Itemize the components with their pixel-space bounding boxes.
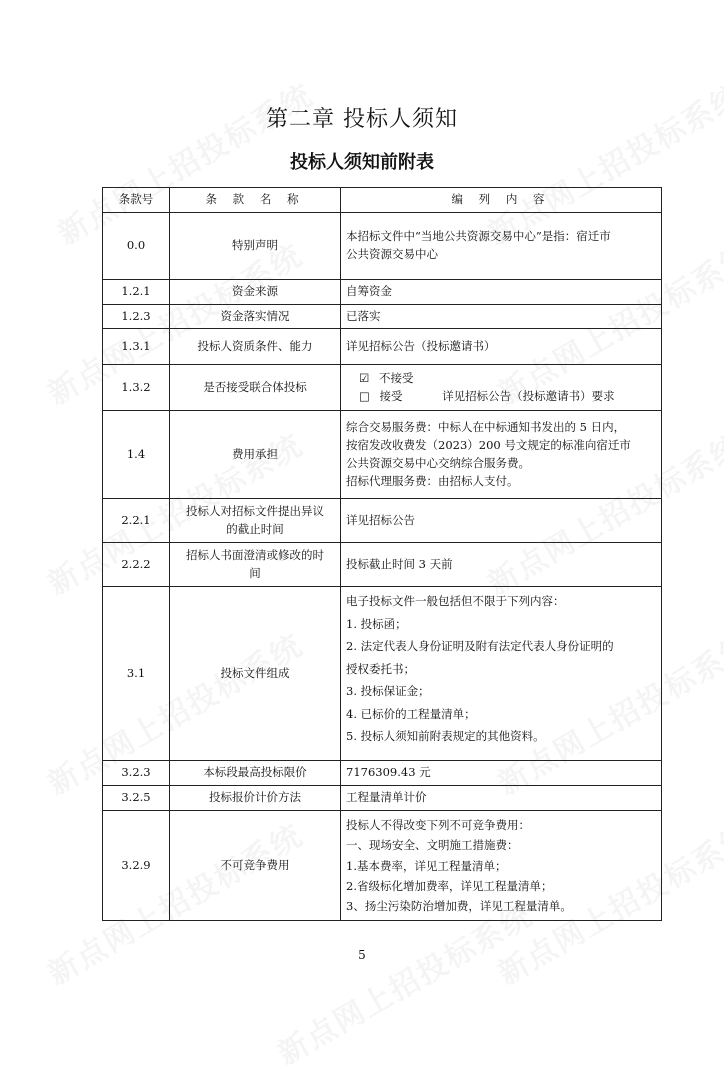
clause-no: 2.2.2	[103, 543, 170, 587]
option-label: 接受	[379, 388, 403, 403]
option-label: 不接受	[378, 371, 414, 386]
clause-name: 费用承担	[170, 411, 341, 499]
clause-no: 3.1	[103, 587, 170, 761]
clause-name-line: 的截止时间	[226, 521, 284, 536]
content-line: 1.基本费率，详见工程量清单；	[346, 858, 507, 873]
table-row	[103, 304, 662, 329]
table-row	[103, 786, 662, 811]
content-line: 投标人不得改变下列不可竞争费用：	[346, 818, 530, 833]
clause-content	[341, 329, 662, 365]
content-line: 一、现场安全、文明施工措施费：	[346, 838, 519, 853]
page-number: 5	[358, 948, 366, 962]
table-row	[103, 499, 662, 543]
table-row	[103, 543, 662, 587]
content-line: 1. 投标函；	[346, 616, 407, 631]
clause-content	[341, 786, 662, 811]
content-line: 详见招标公告（投标邀请书）	[346, 339, 496, 354]
chapter-title: 第二章 投标人须知	[266, 107, 458, 132]
content-line: 4. 已标价的工程量清单；	[346, 706, 476, 721]
option-note: 详见招标公告（投标邀请书）要求	[442, 388, 615, 403]
header-clause-name: 条 款 名 称	[170, 188, 341, 213]
clause-name: 资金来源	[170, 279, 341, 304]
table-header-row	[103, 188, 662, 213]
content-line: 授权委托书；	[346, 661, 415, 676]
table-title: 投标人须知前附表	[290, 152, 434, 173]
table-row	[103, 411, 662, 499]
table-row	[103, 761, 662, 786]
clause-name-line: 招标人书面澄清或修改的时	[186, 548, 324, 563]
table-row	[103, 329, 662, 365]
table-row	[103, 811, 662, 921]
table-row	[103, 365, 662, 411]
option-accept	[359, 388, 656, 406]
clause-name: 资金落实情况	[170, 304, 341, 329]
table-row	[103, 587, 662, 761]
clause-no: 1.2.3	[103, 304, 170, 329]
content-line: 已落实	[346, 308, 381, 323]
content-line: 详见招标公告	[346, 513, 415, 528]
content-line: 2.省级标化增加费率，详见工程量清单；	[346, 878, 553, 893]
clause-content	[341, 499, 662, 543]
clause-no: 1.3.1	[103, 329, 170, 365]
clause-name	[170, 543, 341, 587]
clause-name: 不可竞争费用	[170, 811, 341, 921]
content-line: 2. 法定代表人身份证明及附有法定代表人身份证明的	[346, 639, 614, 654]
content-line: 工程量清单计价	[346, 790, 427, 805]
content-line: 综合交易服务费：中标人在中标通知书发出的 5 日内，	[346, 420, 626, 435]
content-line: 公共资源交易中心交纳综合服务费。	[346, 455, 530, 470]
clause-name: 投标人资质条件、能力	[170, 329, 341, 365]
content-line: 公共资源交易中心	[346, 246, 438, 261]
clause-content	[341, 587, 662, 761]
clause-content	[341, 365, 662, 411]
clause-content	[341, 811, 662, 921]
clause-name: 是否接受联合体投标	[170, 365, 341, 411]
clause-no: 0.0	[103, 212, 170, 279]
clause-no: 1.3.2	[103, 365, 170, 411]
content-line: 7176309.43 元	[346, 765, 431, 780]
header-clause-no: 条款号	[103, 188, 170, 213]
option-not-accept	[359, 370, 656, 388]
content-line: 3、扬尘污染防治增加费，详见工程量清单。	[346, 898, 572, 913]
clause-no: 2.2.1	[103, 499, 170, 543]
clause-name: 投标报价计价方法	[170, 786, 341, 811]
clause-name: 特别声明	[170, 212, 341, 279]
content-line: 3. 投标保证金；	[346, 684, 430, 699]
content-line: 自筹资金	[346, 283, 392, 298]
clause-no: 3.2.5	[103, 786, 170, 811]
clause-no: 3.2.9	[103, 811, 170, 921]
content-line: 按宿发改收费发（2023）200 号文规定的标准向宿迁市	[346, 438, 631, 453]
table-row	[103, 212, 662, 279]
clause-content	[341, 411, 662, 499]
clause-no: 3.2.3	[103, 761, 170, 786]
clause-no: 1.4	[103, 411, 170, 499]
clause-no: 1.2.1	[103, 279, 170, 304]
checked-box-icon: ☑	[359, 371, 370, 386]
content-line: 5. 投标人须知前附表规定的其他资料。	[346, 728, 545, 743]
clause-name	[170, 499, 341, 543]
content-line: 本招标文件中“当地公共资源交易中心”是指：宿迁市	[346, 229, 611, 243]
clause-content	[341, 761, 662, 786]
clause-content	[341, 212, 662, 279]
clause-content	[341, 304, 662, 329]
unchecked-box-icon: □	[359, 388, 370, 403]
content-line: 电子投标文件一般包括但不限于下列内容：	[346, 594, 565, 609]
clause-name-line: 间	[249, 565, 261, 580]
notice-table	[102, 187, 662, 921]
clause-name: 投标文件组成	[170, 587, 341, 761]
clause-name-line: 投标人对招标文件提出异议	[186, 504, 324, 519]
header-content: 编 列 内 容	[341, 188, 662, 213]
clause-content	[341, 543, 662, 587]
table-row	[103, 279, 662, 304]
clause-name: 本标段最高投标限价	[170, 761, 341, 786]
clause-content	[341, 279, 662, 304]
content-line: 投标截止时间 3 天前	[346, 557, 453, 572]
content-line: 招标代理服务费：由招标人支付。	[346, 473, 519, 488]
